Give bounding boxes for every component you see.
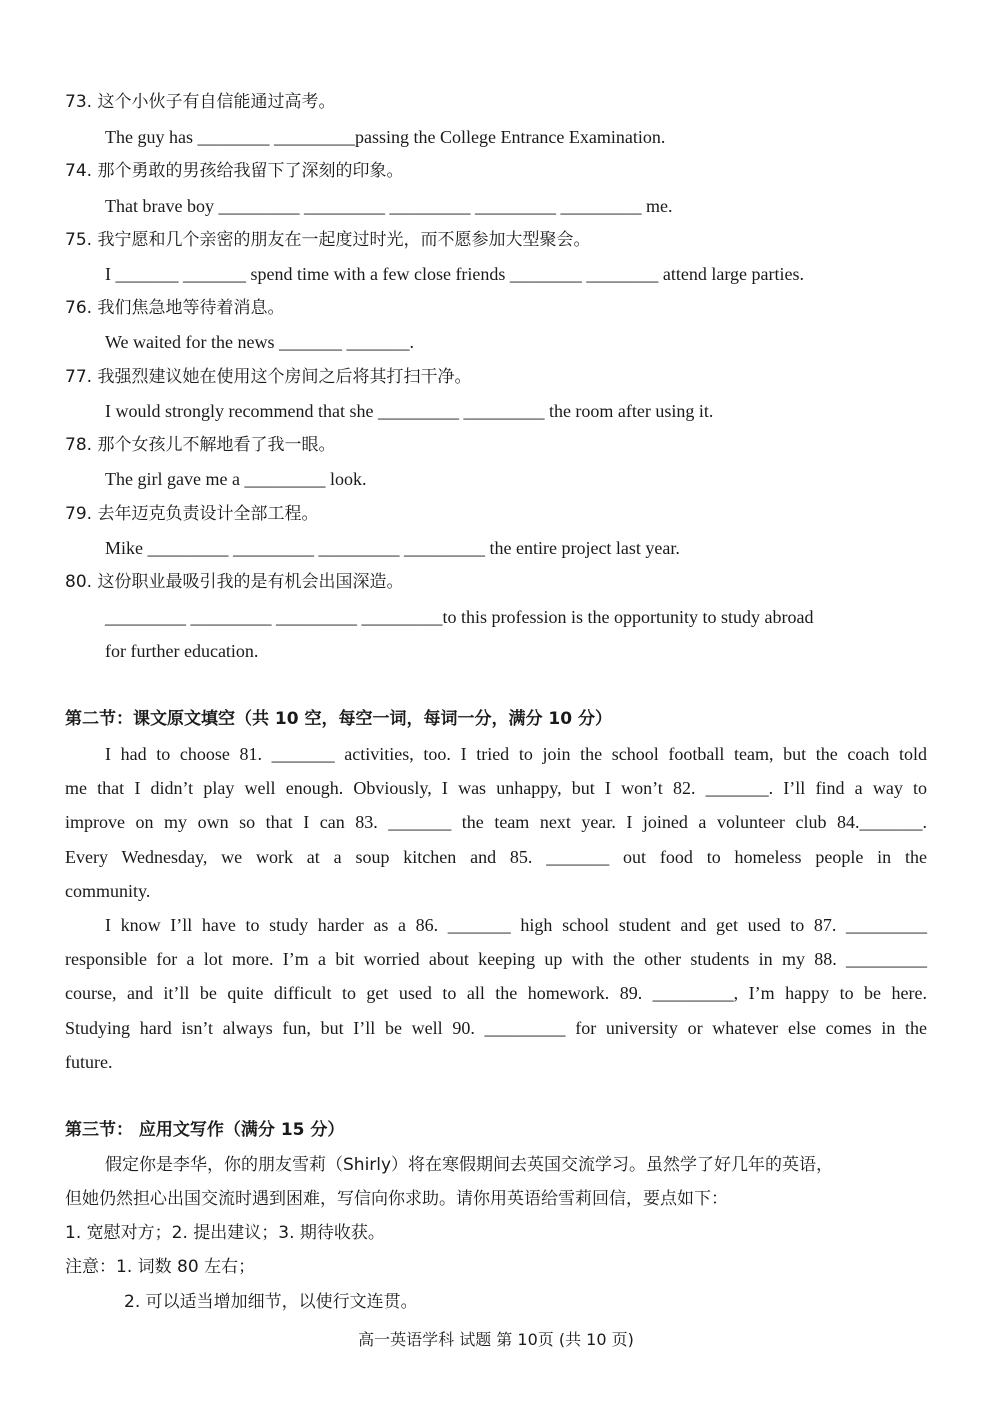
question-79-english: Mike _________ _________ _________ _________ the entire project last year. <box>105 538 680 558</box>
question-79-chinese: 79. 去年迈克负责设计全部工程。 <box>65 504 319 524</box>
passage-line: responsible for a lot more. I’m a bit worried about keeping up with the other students in my 88. _________ <box>65 949 927 969</box>
question-80-english: _________ _________ _________ _________to this profession is the opportunity to study abroad <box>105 607 814 627</box>
question-76-chinese: 76. 我们焦急地等待着消息。 <box>65 298 285 318</box>
page-footer: 高一英语学科 试题 第 10页 (共 10 页) <box>358 1330 634 1349</box>
question-73-chinese: 73. 这个小伙子有自信能通过高考。 <box>65 92 336 112</box>
question-73-english: The guy has ________ _________passing the College Entrance Examination. <box>105 127 666 147</box>
passage-line: Studying hard isn’t always fun, but I’ll be well 90. _________ for university or whatever else comes in the <box>65 1018 927 1038</box>
question-75-chinese: 75. 我宁愿和几个亲密的朋友在一起度过时光，而不愿参加大型聚会。 <box>65 230 591 250</box>
question-77-english: I would strongly recommend that she _________ _________ the room after using it. <box>105 401 714 421</box>
passage-line: future. <box>65 1052 113 1072</box>
passage-line: I know I’ll have to study harder as a 86. _______ high school student and get used to 87. _________ <box>105 915 927 935</box>
passage-line: community. <box>65 881 151 901</box>
writing-prompt-line: 假定你是李华，你的朋友雪莉（Shirly）将在寒假期间去英国交流学习。虽然学了好几年的英语， <box>105 1155 834 1175</box>
question-80-chinese: 80. 这份职业最吸引我的是有机会出国深造。 <box>65 572 404 592</box>
writing-prompt-line: 但她仍然担心出国交流时遇到困难，写信向你求助。请你用英语给雪莉回信，要点如下： <box>65 1189 728 1209</box>
question-74-english: That brave boy _________ _________ _________ _________ _________ me. <box>105 196 673 216</box>
passage-line: I had to choose 81. _______ activities, too. I tried to join the school football team, but the coach told <box>105 744 927 764</box>
passage-line: improve on my own so that I can 83. _______ the team next year. I joined a volunteer club 84._______. <box>65 812 927 832</box>
question-75-english: I _______ _______ spend time with a few close friends ________ ________ attend large parties. <box>105 264 805 284</box>
section-3-heading: 第三节： 应用文写作（满分 15 分） <box>65 1120 345 1140</box>
writing-note: 注意：1. 词数 80 左右； <box>65 1257 256 1277</box>
question-80-english-continued: for further education. <box>105 641 259 661</box>
passage-line: me that I didn’t play well enough. Obviously, I was unhappy, but I won’t 82. _______. I’ll find a way to <box>65 778 927 798</box>
writing-note: 2. 可以适当增加细节，以使行文连贯。 <box>124 1292 418 1312</box>
question-78-chinese: 78. 那个女孩儿不解地看了我一眼。 <box>65 435 336 455</box>
section-2-heading: 第二节：课文原文填空（共 10 空，每空一词，每词一分，满分 10 分） <box>65 709 612 729</box>
passage-line: course, and it’ll be quite difficult to get used to all the homework. 89. _________, I’m happy to be here. <box>65 983 927 1003</box>
question-77-chinese: 77. 我强烈建议她在使用这个房间之后将其打扫干净。 <box>65 367 472 387</box>
writing-points: 1. 宽慰对方；2. 提出建议；3. 期待收获。 <box>65 1223 385 1243</box>
question-76-english: We waited for the news _______ _______. <box>105 332 414 352</box>
question-74-chinese: 74. 那个勇敢的男孩给我留下了深刻的印象。 <box>65 161 404 181</box>
passage-line: Every Wednesday, we work at a soup kitchen and 85. _______ out food to homeless people in the <box>65 847 927 867</box>
question-78-english: The girl gave me a _________ look. <box>105 469 367 489</box>
